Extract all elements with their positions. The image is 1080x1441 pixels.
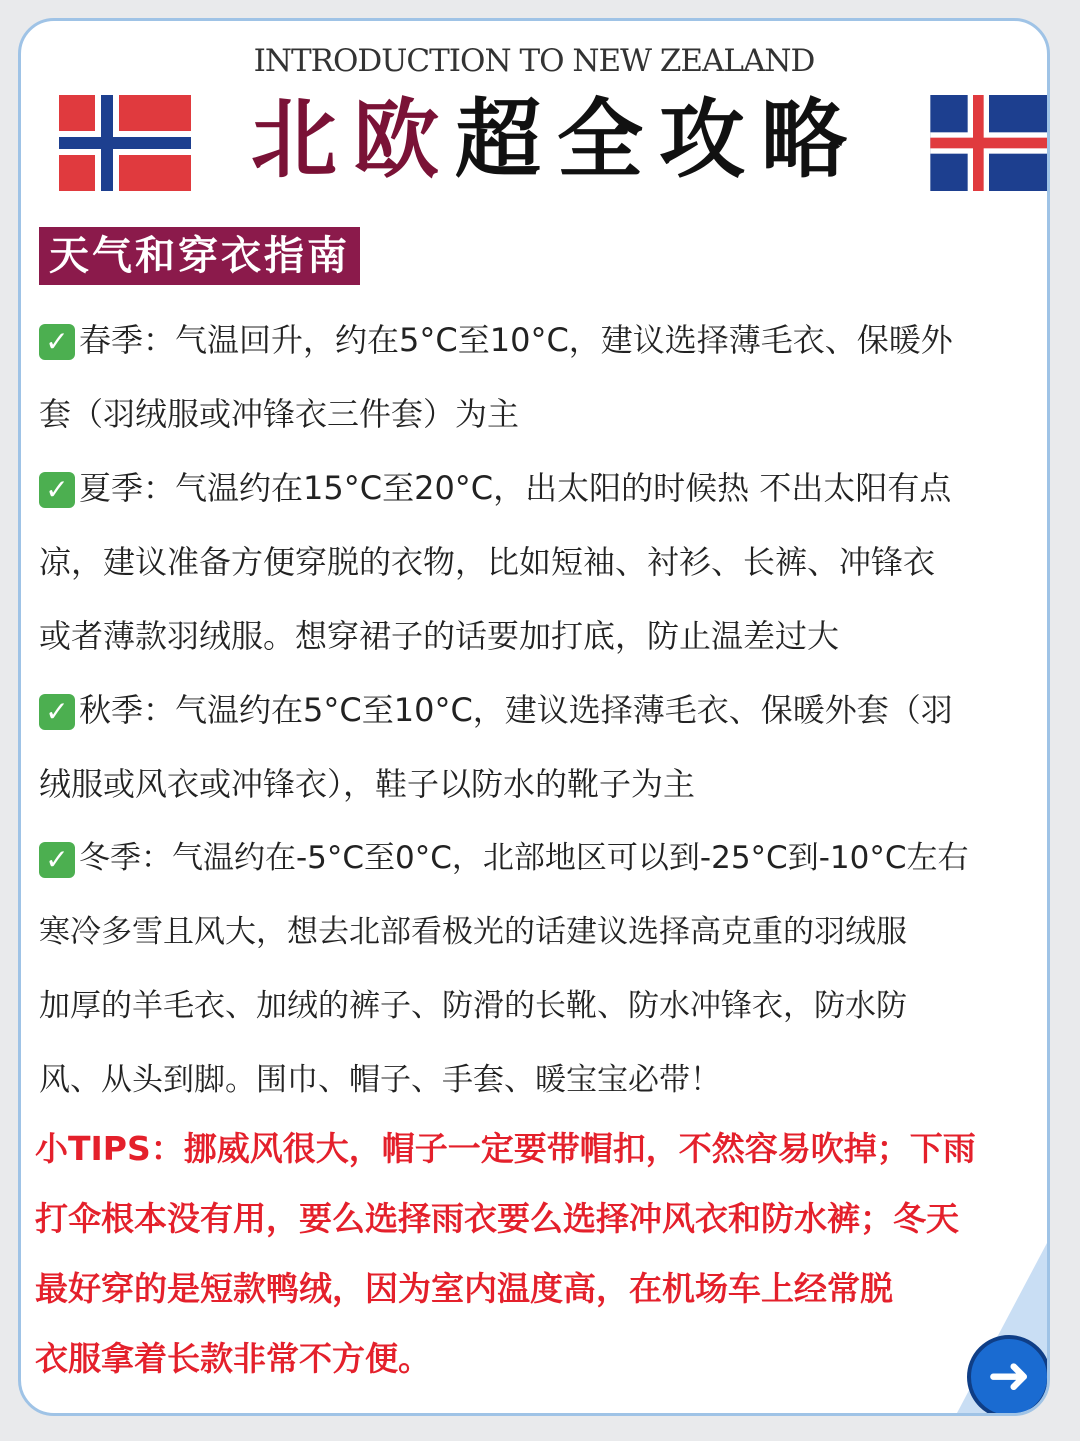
tips-line: 衣服拿着长款非常不方便。 — [35, 1339, 431, 1378]
next-page-button[interactable] — [967, 1335, 1050, 1416]
title-char: 欧 — [353, 90, 455, 190]
tips-block — [35, 1114, 1035, 1394]
season-line — [39, 673, 1050, 747]
tips-line: 打伞根本没有用，要么选择雨衣要么选择冲风衣和防水裤；冬天 — [35, 1199, 959, 1238]
season-label: 冬季： — [79, 840, 172, 876]
norway-flag-icon — [57, 95, 193, 191]
season-label: 夏季： — [79, 469, 176, 507]
check-icon: ✓ — [39, 842, 75, 878]
title-char: 北 — [251, 90, 353, 190]
title-char: 略 — [761, 90, 863, 190]
season-line — [39, 451, 1050, 525]
season-label: 秋季： — [79, 691, 176, 729]
title-char: 全 — [557, 90, 659, 190]
guide-card — [18, 18, 1050, 1416]
season-line: 绒服或风衣或冲锋衣），鞋子以防水的靴子为主 — [39, 765, 696, 803]
title-row — [57, 85, 1031, 195]
season-text: 气温约在5°C至10°C，建议选择薄毛衣、保暖外套（羽 — [175, 691, 953, 729]
season-text: 气温回升，约在5°C至10°C，建议选择薄毛衣、保暖外 — [175, 321, 953, 359]
season-line — [39, 303, 1050, 377]
season-autumn — [39, 673, 1050, 821]
season-label: 春季： — [79, 321, 176, 359]
season-summer — [39, 451, 1050, 673]
page-title — [207, 85, 907, 195]
season-line: 寒冷多雪且风大，想去北部看极光的话建议选择高克重的羽绒服 — [39, 914, 907, 950]
season-line: 加厚的羊毛衣、加绒的裤子、防滑的长靴、防水冲锋衣，防水防 — [39, 988, 907, 1024]
season-text: 气温约在15°C至20°C，出太阳的时候热 不出太阳有点 — [175, 469, 952, 507]
season-line — [39, 821, 1050, 895]
season-spring — [39, 303, 1050, 451]
season-winter — [39, 821, 1050, 1117]
season-text: 气温约在-5°C至0°C，北部地区可以到-25°C到-10°C左右 — [172, 840, 969, 876]
page-subtitle: INTRODUCTION TO NEW ZEALAND — [253, 43, 815, 79]
season-line: 或者薄款羽绒服。想穿裙子的话要加打底，防止温差过大 — [39, 617, 840, 655]
season-line: 套（羽绒服或冲锋衣三件套）为主 — [39, 395, 520, 433]
check-icon: ✓ — [39, 694, 75, 730]
check-icon: ✓ — [39, 324, 75, 360]
season-line: 凉，建议准备方便穿脱的衣物，比如短袖、衬衫、长裤、冲锋衣 — [39, 543, 936, 581]
season-line: 风、从头到脚。围巾、帽子、手套、暖宝宝必带！ — [39, 1062, 721, 1098]
title-char: 攻 — [659, 90, 761, 190]
section-tag: 天气和穿衣指南 — [39, 227, 360, 285]
tips-line: 小TIPS：挪威风很大，帽子一定要带帽扣，不然容易吹掉；下雨 — [35, 1129, 976, 1168]
title-char: 超 — [455, 90, 557, 190]
iceland-flag-icon — [929, 95, 1050, 191]
arrow-right-icon: ➜ — [987, 1346, 1031, 1406]
check-icon: ✓ — [39, 472, 75, 508]
tips-line: 最好穿的是短款鸭绒，因为室内温度高，在机场车上经常脱 — [35, 1269, 893, 1308]
